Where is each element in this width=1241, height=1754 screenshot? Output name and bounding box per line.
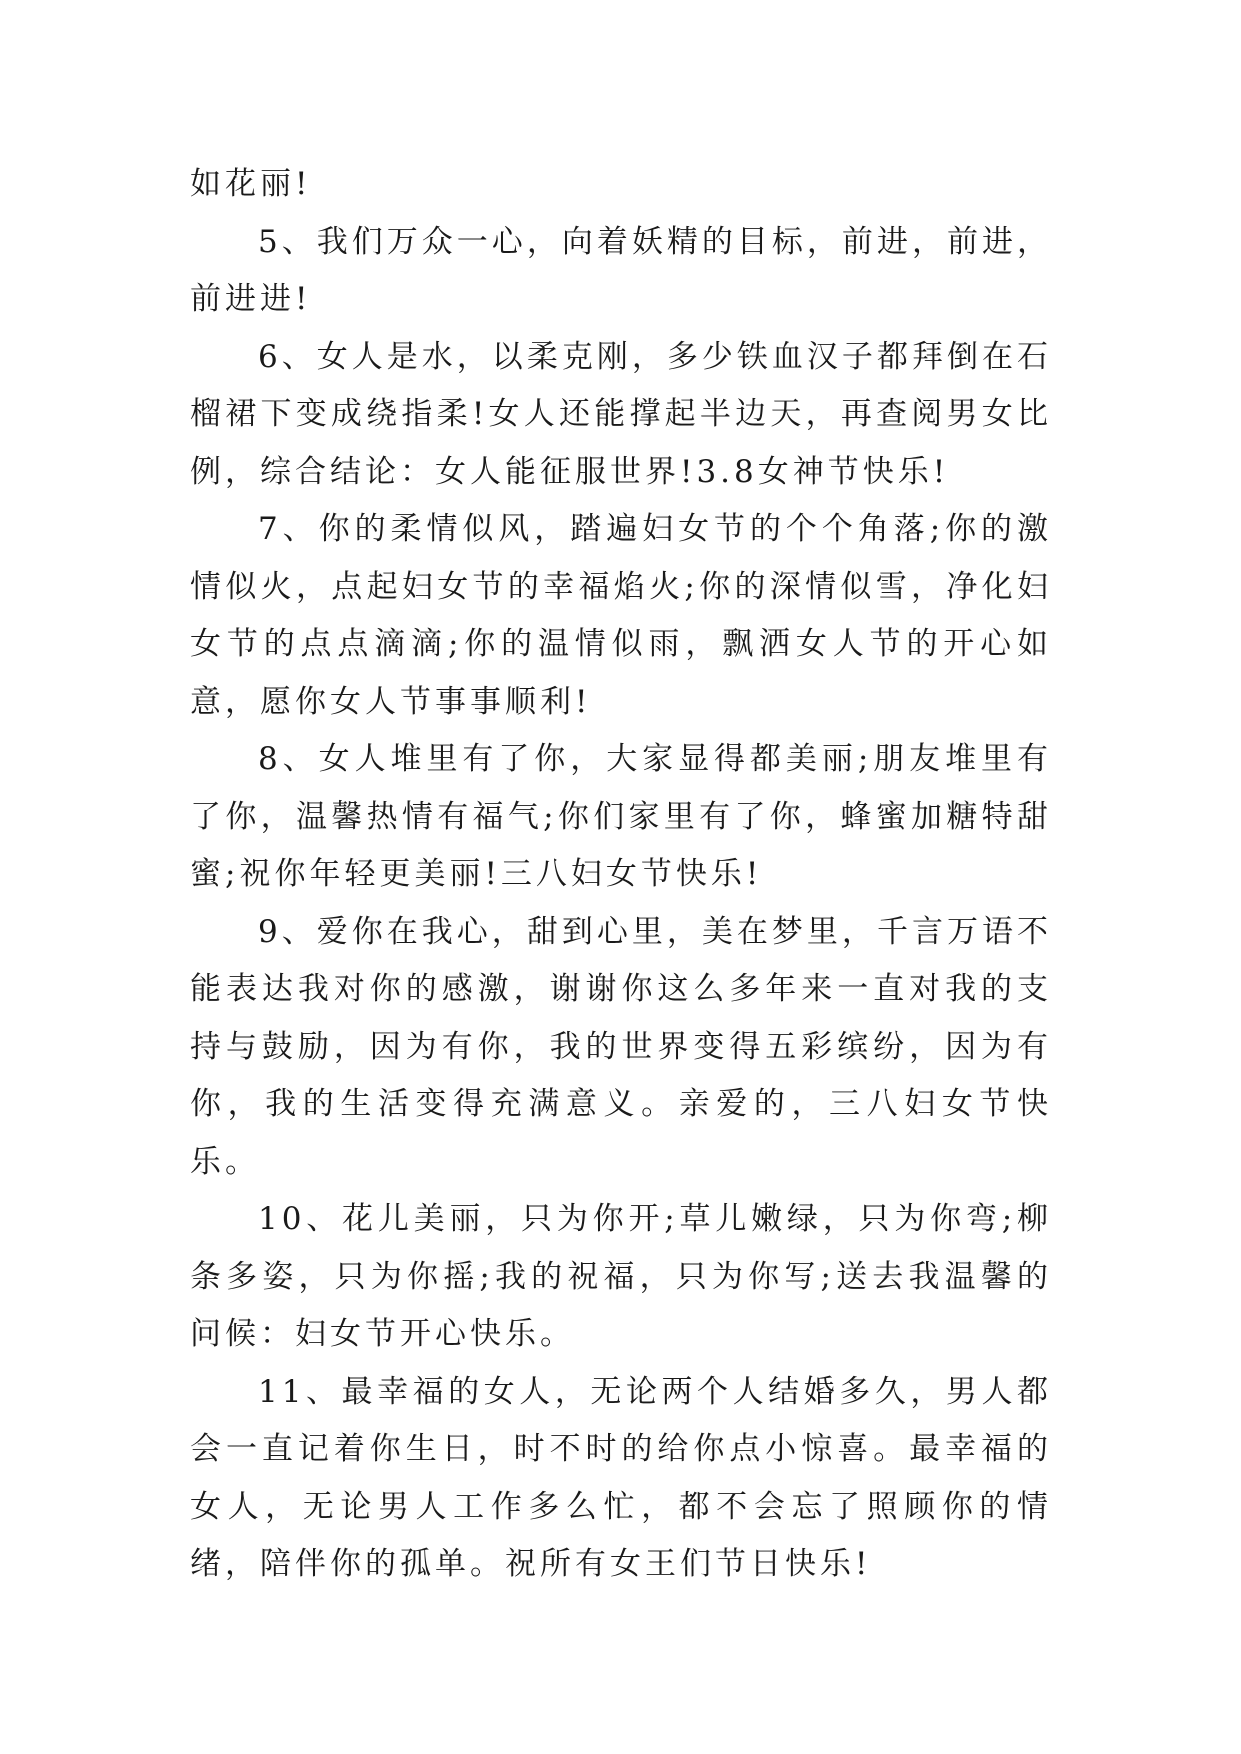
paragraph-continuation: 如花丽! — [190, 166, 312, 202]
document-body — [190, 156, 1052, 1594]
paragraph-item-10: 10、花儿美丽，只为你开;草儿嫩绿，只为你弯;柳条多姿，只为你摇;我的祝福，只为你写;送去我温馨的问候：妇女节开心快乐。 — [190, 1201, 1052, 1352]
paragraph-item-7: 7、你的柔情似风，踏遍妇女节的个个角落;你的激情似火，点起妇女节的幸福焰火;你的深情似雪，净化妇女节的点点滴滴;你的温情似雨，飘洒女人节的开心如意，愿你女人节事事顺利! — [190, 511, 1052, 720]
paragraph-item-11: 11、最幸福的女人，无论两个人结婚多久，男人都会一直记着你生日，时不时的给你点小惊喜。最幸福的女人，无论男人工作多么忙，都不会忘了照顾你的情绪，陪伴你的孤单。祝所有女王们节日快乐! — [190, 1373, 1052, 1582]
paragraph-item-6: 6、女人是水，以柔克刚，多少铁血汉子都拜倒在石榴裙下变成绕指柔!女人还能撑起半边天，再查阅男女比例，综合结论：女人能征服世界!3.8女神节快乐! — [190, 338, 1052, 490]
paragraph-item-8: 8、女人堆里有了你，大家显得都美丽;朋友堆里有了你，温馨热情有福气;你们家里有了你，蜂蜜加糖特甜蜜;祝你年轻更美丽!三八妇女节快乐! — [190, 741, 1052, 892]
paragraph-item-5: 5、我们万众一心，向着妖精的目标，前进，前进，前进进! — [190, 223, 1052, 317]
paragraph-item-9: 9、爱你在我心，甜到心里，美在梦里，千言万语不能表达我对你的感激，谢谢你这么多年来一直对我的支持与鼓励，因为有你，我的世界变得五彩缤纷，因为有你，我的生活变得充满意义。亲爱的，三八妇女节快乐。 — [190, 913, 1052, 1180]
